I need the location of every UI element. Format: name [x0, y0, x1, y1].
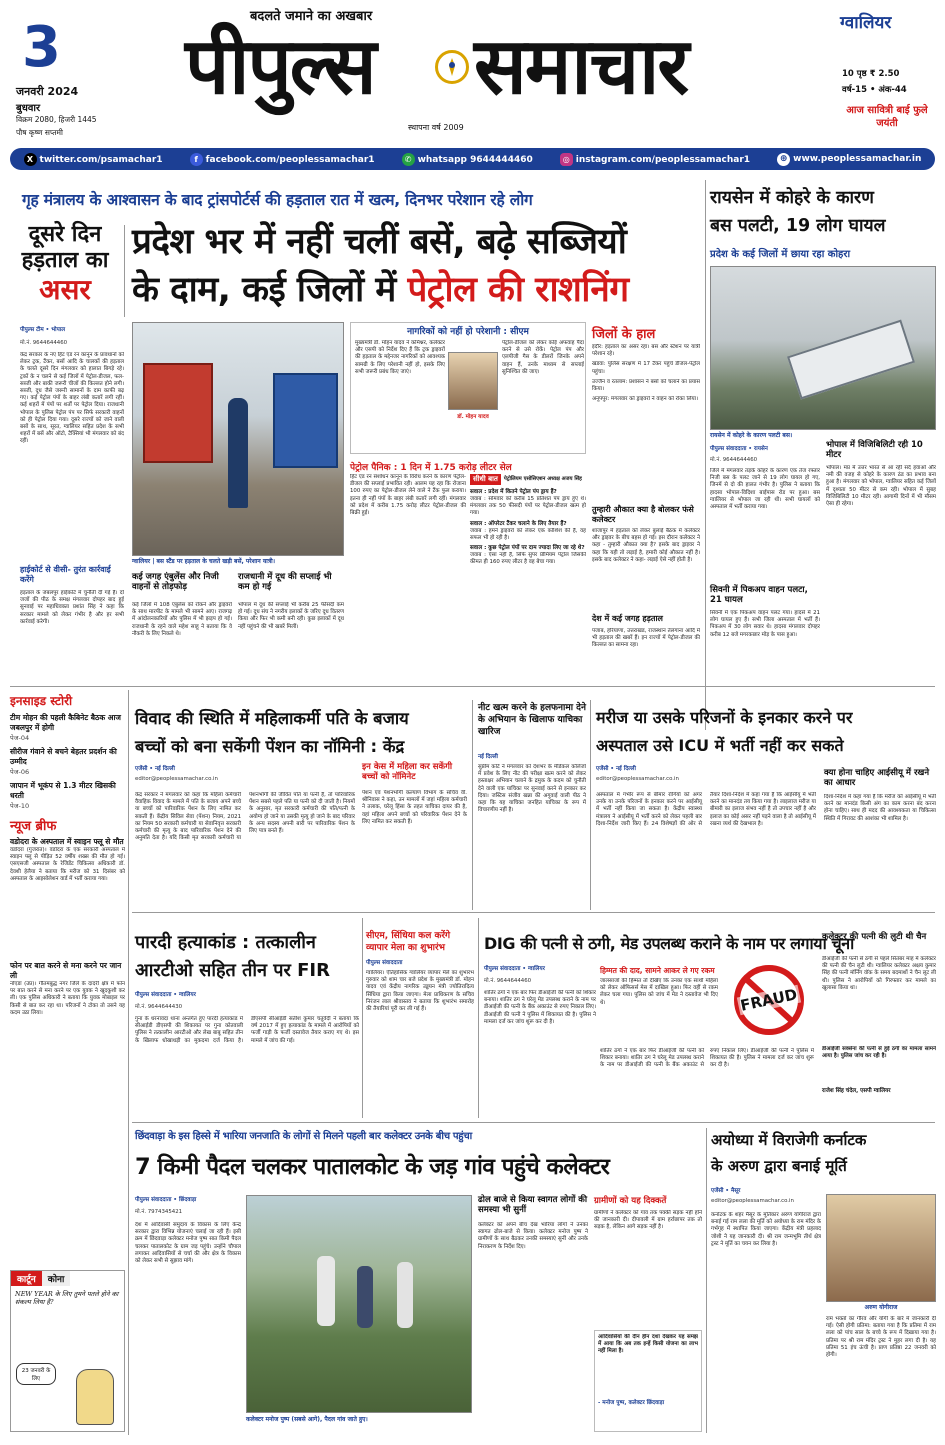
cartoon-figure	[76, 1369, 114, 1425]
patalkot-quote	[594, 1330, 702, 1432]
facebook-icon: f	[190, 153, 203, 166]
pension-headline-2: बच्चों को बना सकेंगी पेंशन का नॉमिनी : केंद्र	[135, 737, 405, 756]
dig-sub: हिम्मत की दाद, सामने आकर ले गए रकम	[600, 966, 715, 975]
cm-photo	[448, 352, 498, 410]
dig-body: शातिर ठगों ने एक बार फिर डीआईजी की पत्नी को शिकार बनाया। शातिर ठग ने घरेलू मेड उपलब्ध कराने के नाम पर डीआईजी की पत्नी के बैंक अकाउंट से रुपए निकाल लिए। डीआईजी की पत्नी ने पुलिस में शिकायत की है। पुलिस ने मामला दर्ज कर जांच शुरू कर दी है।	[484, 990, 596, 1025]
icu-byline: एजेंसी • नई दिल्ली	[596, 766, 636, 772]
icu-body: अस्पताल में गंभीर रूप से बीमार रोगियों को अगर उनके या उनके परिजनों के इनकार करने पर आईसीयू में भर्ती नहीं किया जा सकता है। केंद्रीय स्वास्थ्य मंत्रालय ने आईसीयू में भर्ती करने को लेकर पहली बार दिशा-निर्देश जारी किए हैं। 24 विशेषज्ञों की ओर से तैयार दिशा-निर्देश में कहा गया है कि आईसीयू में भर्ती करने का मानदंड तय किया गया है। लाइलाज मरीज या बीमारी का इलाज संभव नहीं है तो उपचार नहीं है और इलाज का कोई असर नहीं पड़ने वाला है तो आईसीयू में रखना व्यर्थ की देखभाल है।	[596, 792, 816, 827]
pension-byline: एजेंसी • नई दिल्ली	[135, 766, 175, 772]
qa-box	[470, 474, 586, 674]
raisen-sub-body: सिवनी में एक पिकअप वाहन पलट गया। हादसे में 21 लोग घायल हुए हैं। सभी जिला अस्पताल में भर्ती हैं। पिकअप में 30 लोग सवार थे। हादसा मंगलवार दोपहर करीब 12 बजे मगरकछार मोड़ के पास हुआ।	[710, 610, 820, 638]
special-day: आज सावित्री बाई फुले जयंती	[846, 105, 928, 129]
icu-headline-2: अस्पताल उसे ICU में भर्ती नहीं कर सकते	[596, 736, 844, 755]
patalkot-body: देश में आदिवासी समुदाय के विकास के लिए केन्द्र सरकार द्वारा विभिन्न योजनाएं चलाई जा रही हैं। इसी क्रम में छिंदवाड़ा कलेक्टर मनोज पुष्प सात किमी पैदल चलकर पातालकोट के ग्राम जड़ पहुंचे। उन्होंने चौपाल लगाकर आदिवासियों से चर्चा की और क्षेत्र के विकास को लेकर सभी से सुझाव मांगे।	[135, 1222, 241, 1265]
district-item: अनूपपुर: मंगलवार को ड्राइवरों ने वाहन को रोका लिया।	[592, 396, 699, 403]
raisen-mobile: मो.नं. 9644644460	[710, 457, 758, 463]
quote-sign: - मनोज पुष्प, कलेक्टर छिंदवाड़ा	[598, 1400, 665, 1406]
neet-headline: नीट खत्म करने के हलफनामा देने के अभियान के खिलाफ याचिका खारिज	[478, 703, 586, 737]
dig-side-headline: कलेक्टर की पत्नी की लुटी थी चैन	[822, 932, 927, 942]
many-headline: देश में कई जगह हड़ताल	[592, 614, 663, 623]
raisen-photo-caption: रायसेन में कोहरे के कारण पलटी बस।	[710, 432, 793, 439]
dig-side-body: डीआईजी की पत्नी से ठगी से पहले सितंबर माह में कलेक्टर की पत्नी की चैन लुटी थी। ग्वालियर कलेक्टर अक्षय कुमार सिंह की पत्नी मॉर्निंग वॉक के समय बदमाशों ने चैन लूट ली थी। पुलिस ने आरोपियों को गिरफ्तार कर मामले का खुलासा किया था।	[822, 956, 936, 991]
ayodhya-photo	[826, 1194, 936, 1302]
district-item: इंदौर: हड़ताल का असर रहा। बस और स्टेशन पर यात्री परेशान रहे।	[592, 344, 700, 358]
lead-side-label	[10, 222, 120, 306]
qa-a-1: जवाब : सोमवार को करीब 15 प्रतिशत पंप ड्राय हुए थे। मंगलवार तक 50 फीसदी पंपों पर पेट्रोल-डीजल खत्म हो गया।	[470, 496, 586, 517]
headline-2-red: पेट्रोल की राशनिंग	[407, 270, 629, 310]
cartoon-speech: NEW YEAR के लिए तुमने पतले होने का संकल्प लिया है?	[15, 1290, 119, 1306]
patalkot-headline: 7 किमी पैदल चलकर पातालकोट के जड़ गांव पहुंचे कलेक्टर	[135, 1154, 610, 1180]
cm-body-2: पेट्रोल-डीजल को लेकर कोई अफवाह पैदा करने से उसे रोकें। पेट्रोल पंप और एलपीजी गैस के डीलरों जिनके अपने वाहन हैं, उनके माध्यम से सप्लाई सुनिश्चित की जाए।	[502, 340, 584, 375]
website-link[interactable]: ⊕ www.peoplessamachar.in	[777, 153, 921, 166]
brief-2-headline: फोन पर बात करने से मना करने पर जान ली	[10, 961, 122, 980]
cm-headline: नागरिकों को नहीं हो परेशानी : सीएम	[407, 327, 529, 337]
brief-1-body: वडोदरा (गुजरात)। वडोदरा के एक सरकारी अस्पताल में स्वाइन फ्लू से पीड़ित 52 वर्षीय शख्स की मौत हो गई। एसएसजी अस्पताल के रेजिडेंट चिकित्सा अधिकारी डॉ. देवशी हेलैया ने बताया कि मरीज को 31 दिसंबर को अस्पताल के आइसोलेशन वार्ड में भर्ती कराया गया।	[10, 847, 125, 882]
scindia-headline: सीएम, सिंधिया कल करेंगे व्यापार मेला का शुभारंभ	[366, 931, 451, 953]
facebook-link[interactable]: f facebook.com/peoplessamachar1	[190, 153, 375, 166]
lead-kicker: गृह मंत्रालय के आश्वासन के बाद ट्रांसपोर्टर्स की हड़ताल रात में खत्म, दिनभर परेशान रहे लोग	[22, 191, 533, 209]
collector-headline: तुम्हारी औकात क्या है बोलकर फंसे कलेक्टर	[592, 505, 694, 524]
qa-list	[470, 489, 586, 566]
instagram-icon: ◎	[560, 153, 573, 166]
instagram-link[interactable]: ◎ instagram.com/peoplessamachar1	[560, 153, 750, 166]
logo-emblem-icon	[435, 50, 469, 84]
ayodhya-side-body: राम भक्तों का गौरव और योगी के बारे में जानकारी दी गई। ऐसी होगी प्रतिमा: बताया गया है कि प्रतिमा में राम लला को पांच साल के बच्चे के रूप में दिखाया गया है। प्रतिमा पर श्री राम मंदिर ट्रस्ट ने मुहर लगा दी है। यह प्रतिमा 51 इंच ऊंची है। प्राण प्रतिष्ठा 22 जनवरी को होगी।	[826, 1316, 936, 1359]
patalkot-mobile: मो.नं. 7974345421	[135, 1209, 183, 1215]
cartoon-label: कार्टून	[11, 1271, 42, 1286]
insight-item-3[interactable]: जापान में भूकंप से 1.3 मीटर खिसकी धरती पेज-10	[10, 781, 116, 810]
dig-byline: पीपुल्स संवाददाता • ग्वालियर	[484, 966, 545, 972]
lead-mobile: मो.नं. 9644644460	[20, 340, 68, 346]
patalkot-kicker: छिंदवाड़ा के इस हिस्से में भारिया जनजाति के लोगों से मिलने पहली बार कलेक्टर उनके बीच पहुंचा	[135, 1131, 472, 1142]
date-day: 3	[22, 15, 61, 80]
icu-headline-1: मरीज या उसके परिजनों के इनकार करने पर	[596, 708, 853, 727]
dig-side-note: डीआईजी सक्सेना की पत्नी से हुई ठगी का मामला सामने आया है। पुलिस जांच कर रही है।	[822, 1046, 936, 1060]
masthead	[0, 0, 945, 145]
neet-byline: नई दिल्ली	[478, 754, 498, 760]
brief-title: न्यूज ब्रीफ	[10, 819, 57, 834]
lead-byline: पीपुल्स टीम • भोपाल	[20, 327, 66, 333]
qa-person: पेट्रोलियम एसोसिएशन अध्यक्ष अजय सिंह	[503, 476, 582, 483]
raisen-subhead: प्रदेश के कई जिलों में छाया रहा कोहरा	[710, 249, 851, 260]
x-icon: X	[24, 153, 37, 166]
cartoon-box	[10, 1270, 125, 1432]
side-label-2: हड़ताल का	[21, 248, 109, 273]
ayodhya-photo-caption: अरुण योगीराज	[864, 1304, 898, 1311]
patalkot-sub-2-body: ग्रामीणों ने कलेक्टर को गांव तक पक्की सड़क नहीं होने की जानकारी दी। दीपावली में ग्राम हर्राछापर तक तो सड़क है, लेकिन आगे सड़क नहीं है।	[594, 1210, 702, 1231]
bhopal-headline: भोपाल में विजिबिलिटी रही 10 मीटर	[826, 440, 923, 460]
founded: स्थापना वर्ष 2009	[408, 123, 464, 132]
quote-text: आदिवासियों की दीन हीन दशा देखकर यह समझ में आया कि अब तक इन्हें किसी योजना का लाभ नहीं मिला है।	[598, 1334, 698, 1355]
tithi: पौष कृष्ण सप्तमी	[16, 128, 63, 137]
patalkot-photo-caption: कलेक्टर मनोज पुष्प (सबसे आगे), पैदल गांव जाते हुए।	[246, 1416, 368, 1423]
cartoon-bubble: 23 जनवरी के लिए	[16, 1363, 56, 1385]
raisen-headline-1: रायसेन में कोहरे के कारण	[710, 188, 874, 208]
district-item: उज्जैन व रतलाम: प्रशासन ने बसों को चलाने का प्रयास किया।	[592, 378, 700, 393]
side-label-3: असर	[39, 273, 91, 306]
lead-headline-1: प्रदेश भर में नहीं चलीं बसें, बढ़े सब्जियों	[132, 222, 627, 262]
many-body: पंजाब, हरियाणा, उत्तराखंड, राजस्थान तेलंगाना आदि में भी हड़ताल की खबरें हैं। इन राज्यों में पेट्रोल-डीजल की किल्लत का सामना रहा।	[592, 628, 700, 649]
globe-icon: ⊕	[777, 153, 790, 166]
price: 10 पृष्ठ ₹ 2.50	[842, 69, 900, 79]
district-list	[592, 344, 700, 403]
side-label-1: दूसरे दिन	[28, 222, 102, 247]
whatsapp-icon: ✆	[402, 153, 415, 166]
ayodhya-body: कर्नाटक के शहर मैसूर के मूर्तिकार अरुण योगीराज द्वारा बनाई गई राम लला की मूर्ति को अयोध्या के राम मंदिर के गर्भगृह में स्थापित किया जाएगा। केंद्रीय मंत्री प्रहलाद जोशी ने यह जानकारी दी। श्री राम जन्मभूमि तीर्थ क्षेत्र ट्रस्ट ने मूर्ति का चयन कर लिया है।	[711, 1212, 821, 1247]
district-headline: जिलों के हाल	[592, 327, 656, 342]
cm-body: मुख्यमंत्री डॉ. मोहन यादव ने कमिश्नर, कलेक्टर और एसपी को निर्देश दिए हैं कि ट्रक ड्राइवरों की हड़ताल के मद्देनजर नागरिकों को आवश्यक सामग्री के लिए परेशानी नहीं हो, इसके लिए सभी जरूरी प्रबंध किए जाएं।	[355, 340, 445, 375]
patalkot-photo	[246, 1195, 472, 1413]
qa-q-2: सवाल : ऑपरेटर टैंकर चलाने के लिए तैयार हैं?	[470, 520, 567, 527]
fraud-stamp	[724, 962, 814, 1038]
fraud-stamp-text: FRAUD	[738, 985, 800, 1015]
pardi-headline-1: पारदी हत्याकांड : तत्कालीन	[135, 932, 316, 953]
pension-sub-body: पेंशन एवं पेंशनभोगी कल्याण विभाग के सचिव वी. श्रीनिवास ने कहा, उन मामलों में जहां महिला कर्मचारी ने तलाक, घरेलू हिंसा के तहत याचिका दायर की है, वहां महिला अपने बच्चों को परिवारिक पेंशन देने के लिए नामित कर सकती हैं।	[362, 790, 467, 825]
lead-sub-1-body: हड़ताल के जबलपुर हाईकोर्ट में चुनौती दी गई है। दो जजों की पीठ के समक्ष मंगलवार दोपहर बाद हुई सुनवाई पर महाधिवक्ता प्रशांत सिंह ने कहा कि सरकार मामले को लेकर गंभीर है और हर सभी कार्रवाई करेगी।	[20, 590, 124, 625]
cm-photo-caption: डॉ. मोहन यादव	[457, 414, 489, 420]
pension-body: केंद्र सरकार ने मंगलवार को कहा कि महिला कर्मचारी वैवाहिक विवाद के मामले में पति के बजाय अपने बच्चे या बच्चों को पारिवारिक पेंशन के लिए नामित कर सकती हैं। केंद्रीय सिविल सेवा (पेंशन) नियम, 2021 का नियम 50 सरकारी कर्मचारी या सेवानिवृत्त सरकारी कर्मचारी की मृत्यु के बाद पारिवारिक पेंशन देने की अनुमति देता है। यदि किसी मृत सरकारी कर्मचारी या पेंशनभोगी की जीवित पति या पत्नी है, तो पारिवारिक पेंशन सबसे पहले पति या पत्नी को दी जाती है। नियमों के अनुसार, मृत सरकारी कर्मचारी की पति/पत्नी के अयोग्य हो जाने या उसकी मृत्यु हो जाने के बाद परिवार के अन्य सदस्य अपनी बारी पर पारिवारिक पेंशन के लिए पात्र बनते हैं।	[135, 792, 355, 842]
pardi-headline-2: आरटीओ सहित तीन पर FIR	[135, 960, 330, 981]
qa-a-3: जवाब : ऐसा नहीं है, सिर्फ सुपर प्रीमियम पेट्रोल जिसकी कीमत ही 160 रुपए लीटर है वह बेचा गया।	[470, 552, 586, 566]
insight-item-2[interactable]: सीरीज गंवाने से बचने बेहतर प्रदर्शन की उम्मीद पेज-06	[10, 747, 117, 776]
qa-tag: सीधी बात	[470, 474, 501, 485]
weekday: बुधवार	[16, 103, 41, 114]
ayodhya-byline: एजेंसी • मैसूर	[711, 1188, 741, 1194]
lead-sub-3-body: भोपाल में दूध की सप्लाई भी करीब 25 फीसदी कम हो गई। दूध संघ ने नगरीय इलाकों के जरिए दूध वितरण किया और फिर भी कमी बनी रही। कुछ इलाकों में दूध नहीं पहुंचने की भी खबरें मिलीं।	[238, 602, 344, 630]
collector-body: शाजापुर में हड़ताल को लेकर बुलाई बैठक में कलेक्टर और ड्राइवर के बीच बहस हो गई। इस दौरान कलेक्टर ने कहा - तुम्हारी औकात क्या है? इसके बाद ड्राइवर ने कहा कि यही तो लड़ाई है, हमारी कोई औकात नहीं है। इसके बाद कलेक्टर ने कहा- लड़ाई ऐसे नहीं होती है।	[592, 528, 700, 563]
scindia-body: ग्वालियर। ऐतिहासिक ग्वालियर व्यापार मेले का शुभारंभ गुरुवार को शाम चार बजे प्रदेश के मुख्यमंत्री डॉ. मोहन यादव एवं केंद्रीय नागरिक उड्डयन मंत्री ज्योतिरादित्य सिंधिया द्वारा किया जाएगा। मेला प्राधिकरण के सचिव निरंजन लाल श्रीवास्तव ने बताया कि शुभारंभ समारोह की तैयारियां पूरी कर ली गई हैं।	[366, 970, 474, 1013]
patalkot-sub-2: ग्रामीणों को यह दिक्कतें	[594, 1196, 667, 1206]
icu-side-headline: क्या होना चाहिए आईसीयू में रखने का आधार	[824, 768, 930, 788]
lead-sub-2: कई जगह एंबुलेंस और निजी वाहनों से तोड़फोड़	[132, 572, 219, 592]
pardi-mobile: मो.नं. 9644644430	[135, 1004, 183, 1010]
raisen-body: जिले में मंगलवार तड़के कोहरे के कारण एक तेज रफ्तार निजी बस के पलट जाने से 19 लोग घायल हो गए, जिनमें से दो की हालत गंभीर है। पुलिस ने बताया कि हादसा भोपाल-विदिशा बाईपास रोड पर हुआ। बस ग्वालियर से भोपाल जा रही थी। सभी घायलों को अस्पताल में भर्ती कराया गया।	[710, 468, 820, 511]
pension-headline-1: विवाद की स्थिति में महिलाकर्मी पति के बजाय	[135, 709, 409, 728]
lead-photo-caption: ग्वालियर | बस स्टैंड पर हड़ताल के चलते खड़ी बसें, परेशान यात्री।	[132, 558, 275, 565]
whatsapp-link[interactable]: ✆ whatsapp 9644444460	[402, 153, 533, 166]
dig-sub-body: जालसाजों की हिम्मत तो देखिए कि उनका एक साथी महिला को लेकर ऑफिसर्स मेस में दाखिल हुआ। फिर वहीं से रकम लेकर चला गया। पुलिस को जांच में मेड ने दस्तावेज भी दिए थे।	[600, 978, 718, 1006]
district-item: खंडवा: पुलिस संरक्षण में 17 टैंकर पहुंचे डीजल-पेट्रोल पहुंचा।	[592, 361, 700, 375]
bhopal-body: भोपाल। मप्र में उत्तर भारत से आ रही सर्द हवाओं और नमी की वजह से कोहरे के कारण ठंड का प्रभाव बना हुआ है। मंगलवार को भोपाल, ग्वालियर सहित कई जिलों में दृश्यता 50 मीटर से कम रही। भोपाल में सुबह विजिबिलिटी 10 मीटर रही। आगामी दिनों में भी मौसम ऐसा ही रहेगा।	[826, 465, 936, 508]
scindia-byline: पीपुल्स संवाददाता	[366, 960, 403, 966]
date-month-year: जनवरी 2024	[16, 85, 79, 98]
lead-body: केंद्र सरकार के नए हिट एंड रन कानून के प्रावधानों को लेकर ट्रक, टैंकर, बसों आदि के चालकों की हड़ताल के चलते दूसरे दिन मंगलवार को हालात बिगड़े रहे। ट्रकों के न चलने से कई जिलों में पेट्रोल-डीजल, फल-सब्जी और बाकी जरूरी चीजों की किल्लत होने लगी। सब्जी, दूध जैसे जरूरी सामानों के दाम काफी बढ़ गए। कई पेट्रोल पंपों के बाहर लंबी कतारें लगी रहीं। कई शहरों में पंपों पर शर्तों पर पेट्रोल दिया। राजधानी भोपाल के पुलिस पेट्रोल पंप पर सिर्फ सरकारी वाहनों को ही पेट्रोल दिया गया। दूसरे राज्यों को जाने वाली बसों के साथ, सूरत, ग्वालियर सहित प्रदेश के सभी शहरों में बसें और ऑटो, टैक्सियां भी मंगलवार को बंद रहीं।	[20, 352, 124, 445]
lead-sub-2-body: कई जिलों में 108 एंबुलेंस को रोकने और ड्राइवरों के साथ मारपीट के मामले भी सामने आए। राजगढ़ में आंदोलनकारियों और पुलिस में भी झड़प हो गई। राजधानी के रहने वाले महेश साहू ने बताया कि वे नौकरी के लिए निकले थे।	[132, 602, 232, 637]
ayodhya-headline-2: के अरुण द्वारा बनाई मूर्ति	[711, 1157, 847, 1175]
raisen-sub: सिवनी में पिकअप वाहन पलटा, 21 घायल	[710, 585, 808, 605]
title-right: समाचार	[474, 22, 688, 112]
ayodhya-email: editor@peoplessamachar.co.in	[711, 1198, 794, 1204]
pension-email: editor@peoplessamachar.co.in	[135, 776, 218, 782]
twitter-link[interactable]: X twitter.com/psamachar1	[24, 153, 163, 166]
panic-headline: पेट्रोल पैनिक : 1 दिन में 1.75 करोड़ लीटर सेल	[350, 463, 512, 473]
samvat: विक्रम 2080, हिजरी 1445	[16, 115, 97, 124]
lead-sub-3: राजधानी में दूध की सप्लाई भी कम हो गई	[238, 572, 332, 592]
brief-1-headline: वडोदरा के अस्पताल में स्वाइन फ्लू से मौत	[10, 837, 124, 846]
dig-headline: DIG की पत्नी से ठगी, मेड उपलब्ध कराने के नाम पर लगाया चूना	[484, 934, 854, 953]
pardi-body: गुना के धरनावदा थाना अन्तर्गत हुए पारदी हत्याकांड में सीआईडी डीएसपी की शिकायत पर गुना कोतवाली पुलिस ने तत्कालीन आरटीओ और लेख बाबू सहित तीन के खिलाफ धोखाधड़ी का मुकदमा दर्ज किया है। डीएसपी सीआईडी सतीश कुमार चतुर्वेदी ने बताया कि वर्ष 2017 में हुए हत्याकांड के मामले में आरोपियों को फर्जी गाड़ी के फर्जी दस्तावेज तैयार कराए गए थे। इस मामले में जांच की गई।	[135, 1016, 359, 1044]
raisen-photo	[710, 266, 936, 430]
insight-title: इनसाइड स्टोरी	[10, 694, 73, 708]
headline-2-black: के दाम, कई जिलों में	[132, 270, 396, 310]
title-left: पीपुल्स	[185, 22, 375, 112]
panic-body: हिट एंड रन संशोधन कानून के विरोध करने के कारण पेट्रोल-डीजल की सप्लाई प्रभावित रही। आलम यह रहा कि रोजाना 100 रुपए का पेट्रोल-डीजल लेने वाले ने टैंक फुल कराया। इतना ही नहीं पंपों के बाहर लंबी कतारें लगी रहीं। मंगलवार को प्रदेश में करीब 1.75 करोड़ लीटर पेट्रोल-डीजल की बिक्री हुई।	[350, 474, 466, 517]
lead-sub-1: हाईकोर्ट से वीसी- तुरंत कार्रवाई करेंगे	[20, 565, 111, 584]
dig-side-sign: राजेश सिंह चंदेल, एसपी ग्वालियर	[822, 1088, 891, 1094]
cartoon-corner: कोना	[42, 1271, 71, 1286]
dig-sub-body-2: शातिर ठगों ने एक बार फिर डीआईजी की पत्नी को शिकार बनाया। शातिर ठग ने घरेलू मेड उपलब्ध कराने के नाम पर डीआईजी की पत्नी के बैंक अकाउंट से रुपए निकाल लिए। डीआईजी की पत्नी ने पुलिस में शिकायत की है। पुलिस ने मामला दर्ज कर जांच शुरू कर दी है।	[600, 1048, 814, 1069]
qa-q-1: सवाल : प्रदेश में कितने पेट्रोल पंप ड्राय हैं?	[470, 489, 557, 495]
icu-side-body: दिशा-निर्देश में कहा गया है कि मरीज को आईसीयू में भर्ती करने का मानदंड किसी अंग का काम करना बंद करना होना चाहिए। साथ ही मदद की आवश्यकता या चिकित्सा स्थिति में गिरावट की आशंका भी शामिल है।	[824, 794, 936, 822]
raisen-headline-2: बस पलटी, 19 लोग घायल	[710, 216, 886, 236]
pardi-byline: पीपुल्स संवाददाता • ग्वालियर	[135, 992, 196, 998]
patalkot-sub: ढोल बाजे से किया स्वागत लोगों की समस्या भी सुनीं	[478, 1195, 588, 1215]
patalkot-byline: पीपुल्स संवाददाता • छिंदवाड़ा	[135, 1197, 197, 1203]
lead-photo	[132, 322, 344, 556]
volume: वर्ष-15 • अंक-44	[842, 85, 907, 95]
city: ग्वालियर	[840, 13, 892, 33]
social-bar	[10, 148, 935, 170]
lead-headline-2	[132, 268, 629, 312]
tagline: बदलते जमाने का अखबार	[250, 9, 373, 24]
qa-q-3: सवाल : कुछ पेट्रोल पंपों पर दाम ज्यादा लिए जा रहे थे?	[470, 545, 585, 552]
dig-mobile: मो.नं. 9644644460	[484, 978, 532, 984]
pension-sub: इन केस में महिला कर सकेंगी बच्चों को नॉमिनेट	[362, 762, 453, 782]
insight-item-1[interactable]: टीम मोहन की पहली कैबिनेट बैठक आज जबलपुर में होगी पेज-04	[10, 713, 121, 742]
icu-email: editor@peoplessamachar.co.in	[596, 776, 679, 782]
neet-body: सुप्रीम कोर्ट ने मंगलवार को देशभर के मेडिकल कॉलेजों में प्रवेश के लिए नीट की परीक्षा खत्म करने को लेकर हस्ताक्षर अभियान चलाने के द्रमुक के कदम को चुनौती देने वाली एक याचिका पर सुनवाई करने से इनकार कर दिया। जस्टिस संजीव खन्ना की अगुवाई वाली पीठ ने कहा कि यह याचिका जनहित याचिका के रूप में विचारणीय नहीं है।	[478, 764, 586, 814]
raisen-byline: पीपुल्स संवाददाता • रायसेन	[710, 446, 768, 452]
ayodhya-headline-1: अयोध्या में विराजेगी कर्नाटक	[711, 1131, 867, 1149]
patalkot-sub-body: कलेक्टर को अपने बीच देख भारिया लोगों ने उनका स्वागत ढोल-बाजे से किया। कलेक्टर मनोज पुष्प ने ग्रामीणों के साथ बैठकर उनकी समस्याएं सुनीं और उनके निराकरण के निर्देश दिए।	[478, 1222, 588, 1250]
brief-2-body: नोएडा (उप्र)। गौतमबुद्ध नगर जिले के दादरी क्षेत्र में फोन पर बात करने से मना करने पर एक युवक ने खुदकुशी कर ली। एक पुलिस अधिकारी ने बताया कि युवक मोबाइल पर किसी से बात कर रहा था। परिजनों ने टोका तो उसने यह कदम उठा लिया।	[10, 981, 125, 1016]
qa-a-2: जवाब : हमने ड्राइवरों को लेकर एक कोशिश की है, वह सफल भी हो रही है।	[470, 527, 586, 541]
